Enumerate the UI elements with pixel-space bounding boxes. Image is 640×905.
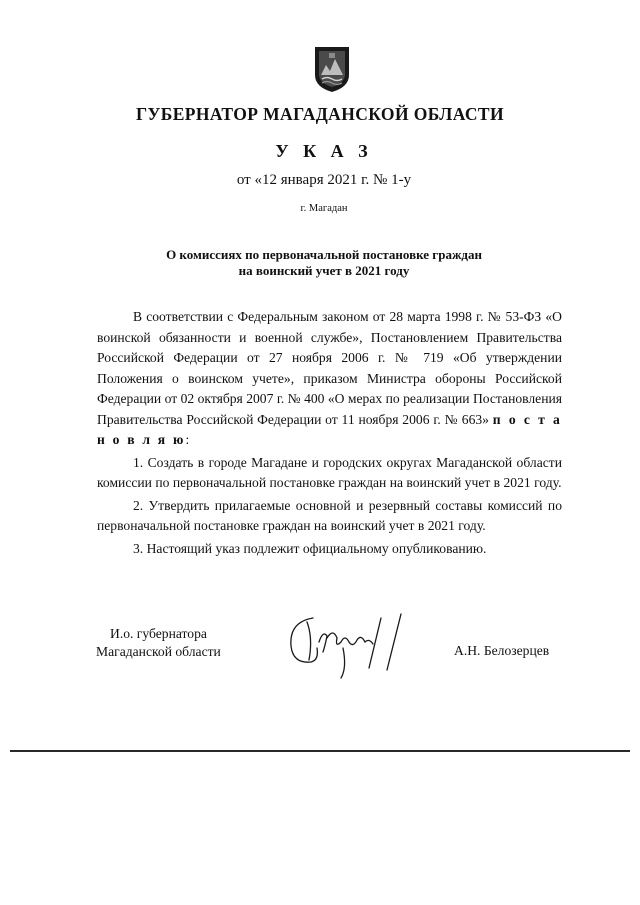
decree-colon: : <box>185 432 190 447</box>
decree-word: п о с т а н о в л я ю <box>97 411 562 447</box>
decree-item-1: 1. Создать в городе Магадане и городских округах Магаданской области комиссии по первоначальной постановке граждан на воинский учет в 2021 году. <box>97 454 562 490</box>
issuing-authority-title: ГУБЕРНАТОР МАГАДАНСКОЙ ОБЛАСТИ <box>135 104 504 124</box>
signatory-role-line-1: И.о. губернатора <box>110 626 207 641</box>
decree-item-3: 3. Настоящий указ подлежит официальному опубликованию. <box>133 540 487 556</box>
preamble-paragraph <box>97 307 562 451</box>
document-place: г. Магадан <box>300 203 348 214</box>
subject-line-2: на воинский учет в 2021 году <box>238 263 410 278</box>
subject-line-1: О комиссиях по первоначальной постановке граждан <box>166 247 482 262</box>
signatory-role-line-2: Магаданской области <box>96 644 221 659</box>
document-type-title: У К А З <box>275 141 373 161</box>
document-date-number: от «12 января 2021 г. № 1-у <box>236 172 412 188</box>
handwritten-signature-icon <box>283 608 409 682</box>
decree-item-2: 2. Утвердить прилагаемые основной и резервный составы комиссий по первоначальной постановке граждан на воинский учет в 2021 году. <box>97 497 562 533</box>
coat-of-arms-icon <box>312 45 352 93</box>
signatory-position <box>96 625 221 661</box>
signatory-name: А.Н. Белозерцев <box>454 643 550 658</box>
document-subject <box>0 247 640 279</box>
page-divider <box>10 750 630 752</box>
preamble-text: В соответствии с Федеральным законом от 28 марта 1998 г. № 53-ФЗ «О воинской обязанности и военной службе», Постановлением Правительства Российской Федерации от 27 ноября 2006 г. № 719 «Об утверждении Положения о воинском учете», приказом Министра обороны Российской Федерации от 02 октября 2007 г. № 400 «О мерах по реализации Постановления Правительства Российской Федерации от 11 ноября 2006 г. № 663» <box>97 309 562 427</box>
document-body <box>97 307 562 559</box>
